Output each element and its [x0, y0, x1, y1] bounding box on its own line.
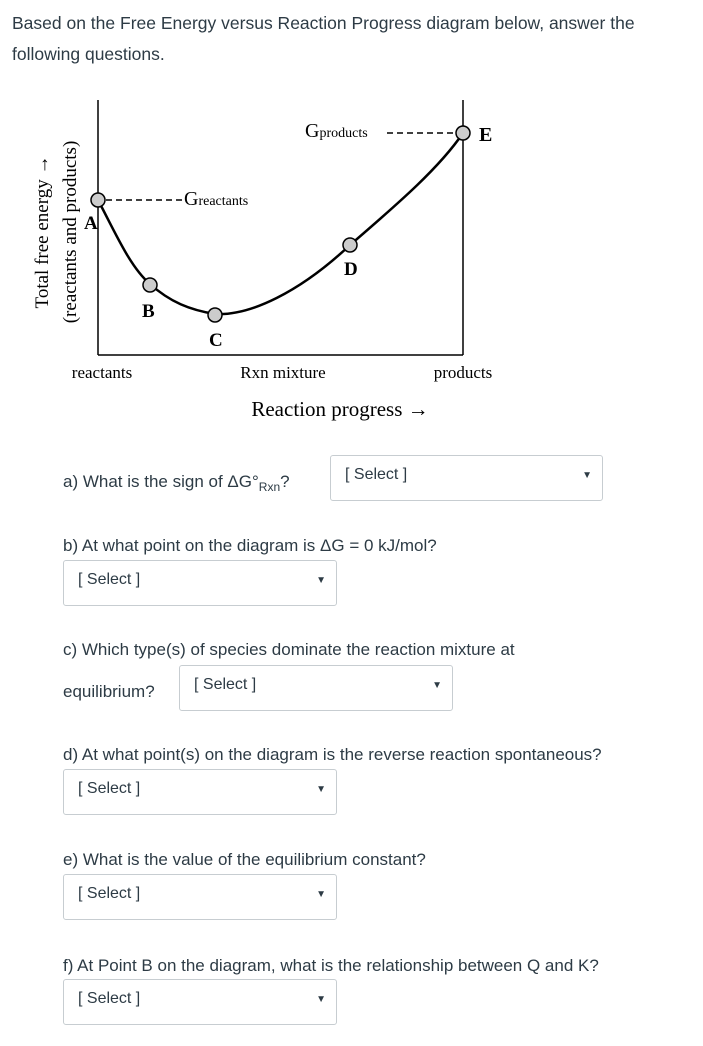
chevron-down-icon: ▼: [316, 994, 326, 1005]
y-axis-label-line2: (reactants and products): [60, 140, 81, 324]
question-a-select-value: [ Select ]: [345, 466, 408, 483]
g-products-sub: products: [319, 126, 368, 141]
question-e-text: e) What is the value of the equilibrium constant?: [63, 850, 426, 869]
question-c-select-value: [ Select ]: [194, 676, 257, 693]
question-f-select-value: [ Select ]: [78, 990, 141, 1007]
question-b-select-value: [ Select ]: [78, 571, 141, 588]
question-c-text-line1: c) Which type(s) of species dominate the reaction mixture at: [63, 640, 515, 659]
question-f-select[interactable]: [63, 979, 337, 1025]
x-label-products: products: [433, 363, 493, 382]
g-reactants-sub: reactants: [198, 194, 249, 209]
question-a-suffix: ?: [280, 472, 290, 491]
x-axis-title: Reaction progress →: [251, 397, 429, 421]
point-b-label: B: [142, 301, 155, 322]
instructions-text: Based on the Free Energy versus Reaction Progress diagram below, answer the following questions.: [12, 13, 635, 64]
question-f-text: f) At Point B on the diagram, what is the relationship between Q and K?: [63, 956, 599, 975]
chevron-down-icon: ▼: [432, 680, 442, 691]
question-b-text: b) At what point on the diagram is ΔG = 0 kJ/mol?: [63, 536, 437, 555]
chevron-down-icon: ▼: [316, 784, 326, 795]
point-a-label: A: [84, 213, 98, 234]
point-d-marker: [343, 238, 357, 252]
point-a-marker: [91, 193, 105, 207]
question-a-prefix: a) What is the sign of ΔG°: [63, 472, 259, 491]
point-d-label: D: [344, 259, 358, 280]
x-label-rxn-mixture: Rxn mixture: [240, 363, 326, 382]
question-e-select-value: [ Select ]: [78, 885, 141, 902]
g-products-main: G: [305, 120, 320, 142]
x-label-reactants: reactants: [71, 363, 133, 382]
chevron-down-icon: ▼: [316, 889, 326, 900]
question-d-text: d) At what point(s) on the diagram is the reverse reaction spontaneous?: [63, 745, 602, 764]
y-axis-label-line1: Total free energy →: [32, 155, 53, 309]
point-b-marker: [143, 278, 157, 292]
g-reactants-main: G: [184, 188, 199, 210]
chevron-down-icon: ▼: [582, 470, 592, 481]
free-energy-diagram: [20, 92, 520, 432]
g-products-label: [305, 120, 368, 142]
question-a-text: [63, 471, 290, 493]
g-reactants-label: [184, 188, 248, 210]
point-e-label: E: [479, 124, 493, 146]
question-c-select[interactable]: [179, 665, 453, 711]
point-c-marker: [208, 308, 222, 322]
question-a-subscript: Rxn: [258, 480, 281, 494]
question-d-select[interactable]: [63, 769, 337, 815]
point-e-marker: [456, 126, 470, 140]
point-c-label: C: [209, 330, 223, 351]
question-d-select-value: [ Select ]: [78, 780, 141, 797]
question-a-select[interactable]: [330, 455, 603, 501]
chevron-down-icon: ▼: [316, 575, 326, 586]
question-b-select[interactable]: [63, 560, 337, 606]
question-e-select[interactable]: [63, 874, 337, 920]
question-c-text-line2: equilibrium?: [63, 682, 155, 701]
